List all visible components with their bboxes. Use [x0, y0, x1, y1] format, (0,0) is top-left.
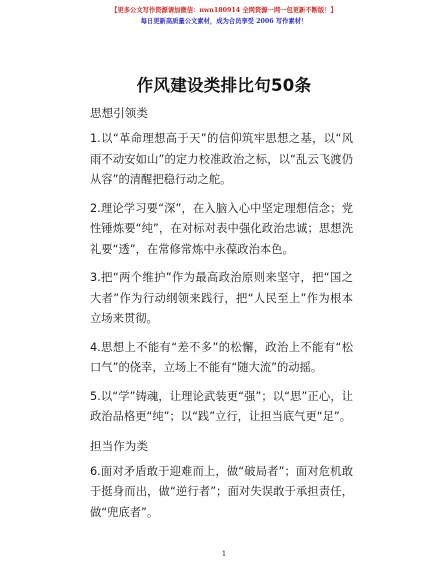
paragraph-item-6: 6.面对矛盾敢于迎难而上，做“破局者”；面对危机敢于挺身而出，做“逆行者”；面对失误敢于承担责任，做“兜底者”。: [90, 464, 353, 519]
section-heading-thought-guidance: 思想引领类: [90, 106, 148, 120]
paragraph-item-5: 5.以“学”铸魂，让理论武装更“强”；以“思”正心，让政治品格更“纯”；以“践”立行，让担当底气更“足”。: [90, 389, 353, 423]
promo-banner-line-1: 【更多公文写作资源请加微信：nwn180914 全网资源一网一包更新不断版！】: [111, 7, 337, 14]
paragraph-item-2: 2.理论学习要“深”，在入脑入心中坚定理想信念；党性锤炼要“纯”，在对标对表中强化政治忠诚；思想洗礼要“透”，在常修常炼中永葆政治本色。: [90, 201, 353, 256]
paragraph-item-4: 4.思想上不能有“差不多”的松懈，政治上不能有“松口气”的侥幸，立场上不能有“随大流”的动摇。: [90, 340, 353, 374]
document-title: 作风建设类排比句50条: [136, 76, 312, 95]
page-number: 1: [221, 549, 227, 558]
paragraph-item-1: 1.以“革命理想高于天”的信仰筑牢思想之基，以“风雨不动安如山”的定力校准政治之标，以“乱云飞渡仍从容”的清醒把稳行动之舵。: [90, 132, 353, 186]
promo-banner-line-2: 每日更新高质量公文素材，成为合员享受 2006 写作素材！: [140, 18, 308, 25]
section-heading-responsibility: 担当作为类: [90, 438, 148, 453]
promo-banner: [0, 6, 448, 26]
paragraph-item-3: 3.把“两个维护”作为最高政治原则来坚守，把“国之大者”作为行动纲领来践行，把“人民至上”作为根本立场来贯彻。: [90, 271, 353, 325]
document-body: [90, 103, 353, 531]
